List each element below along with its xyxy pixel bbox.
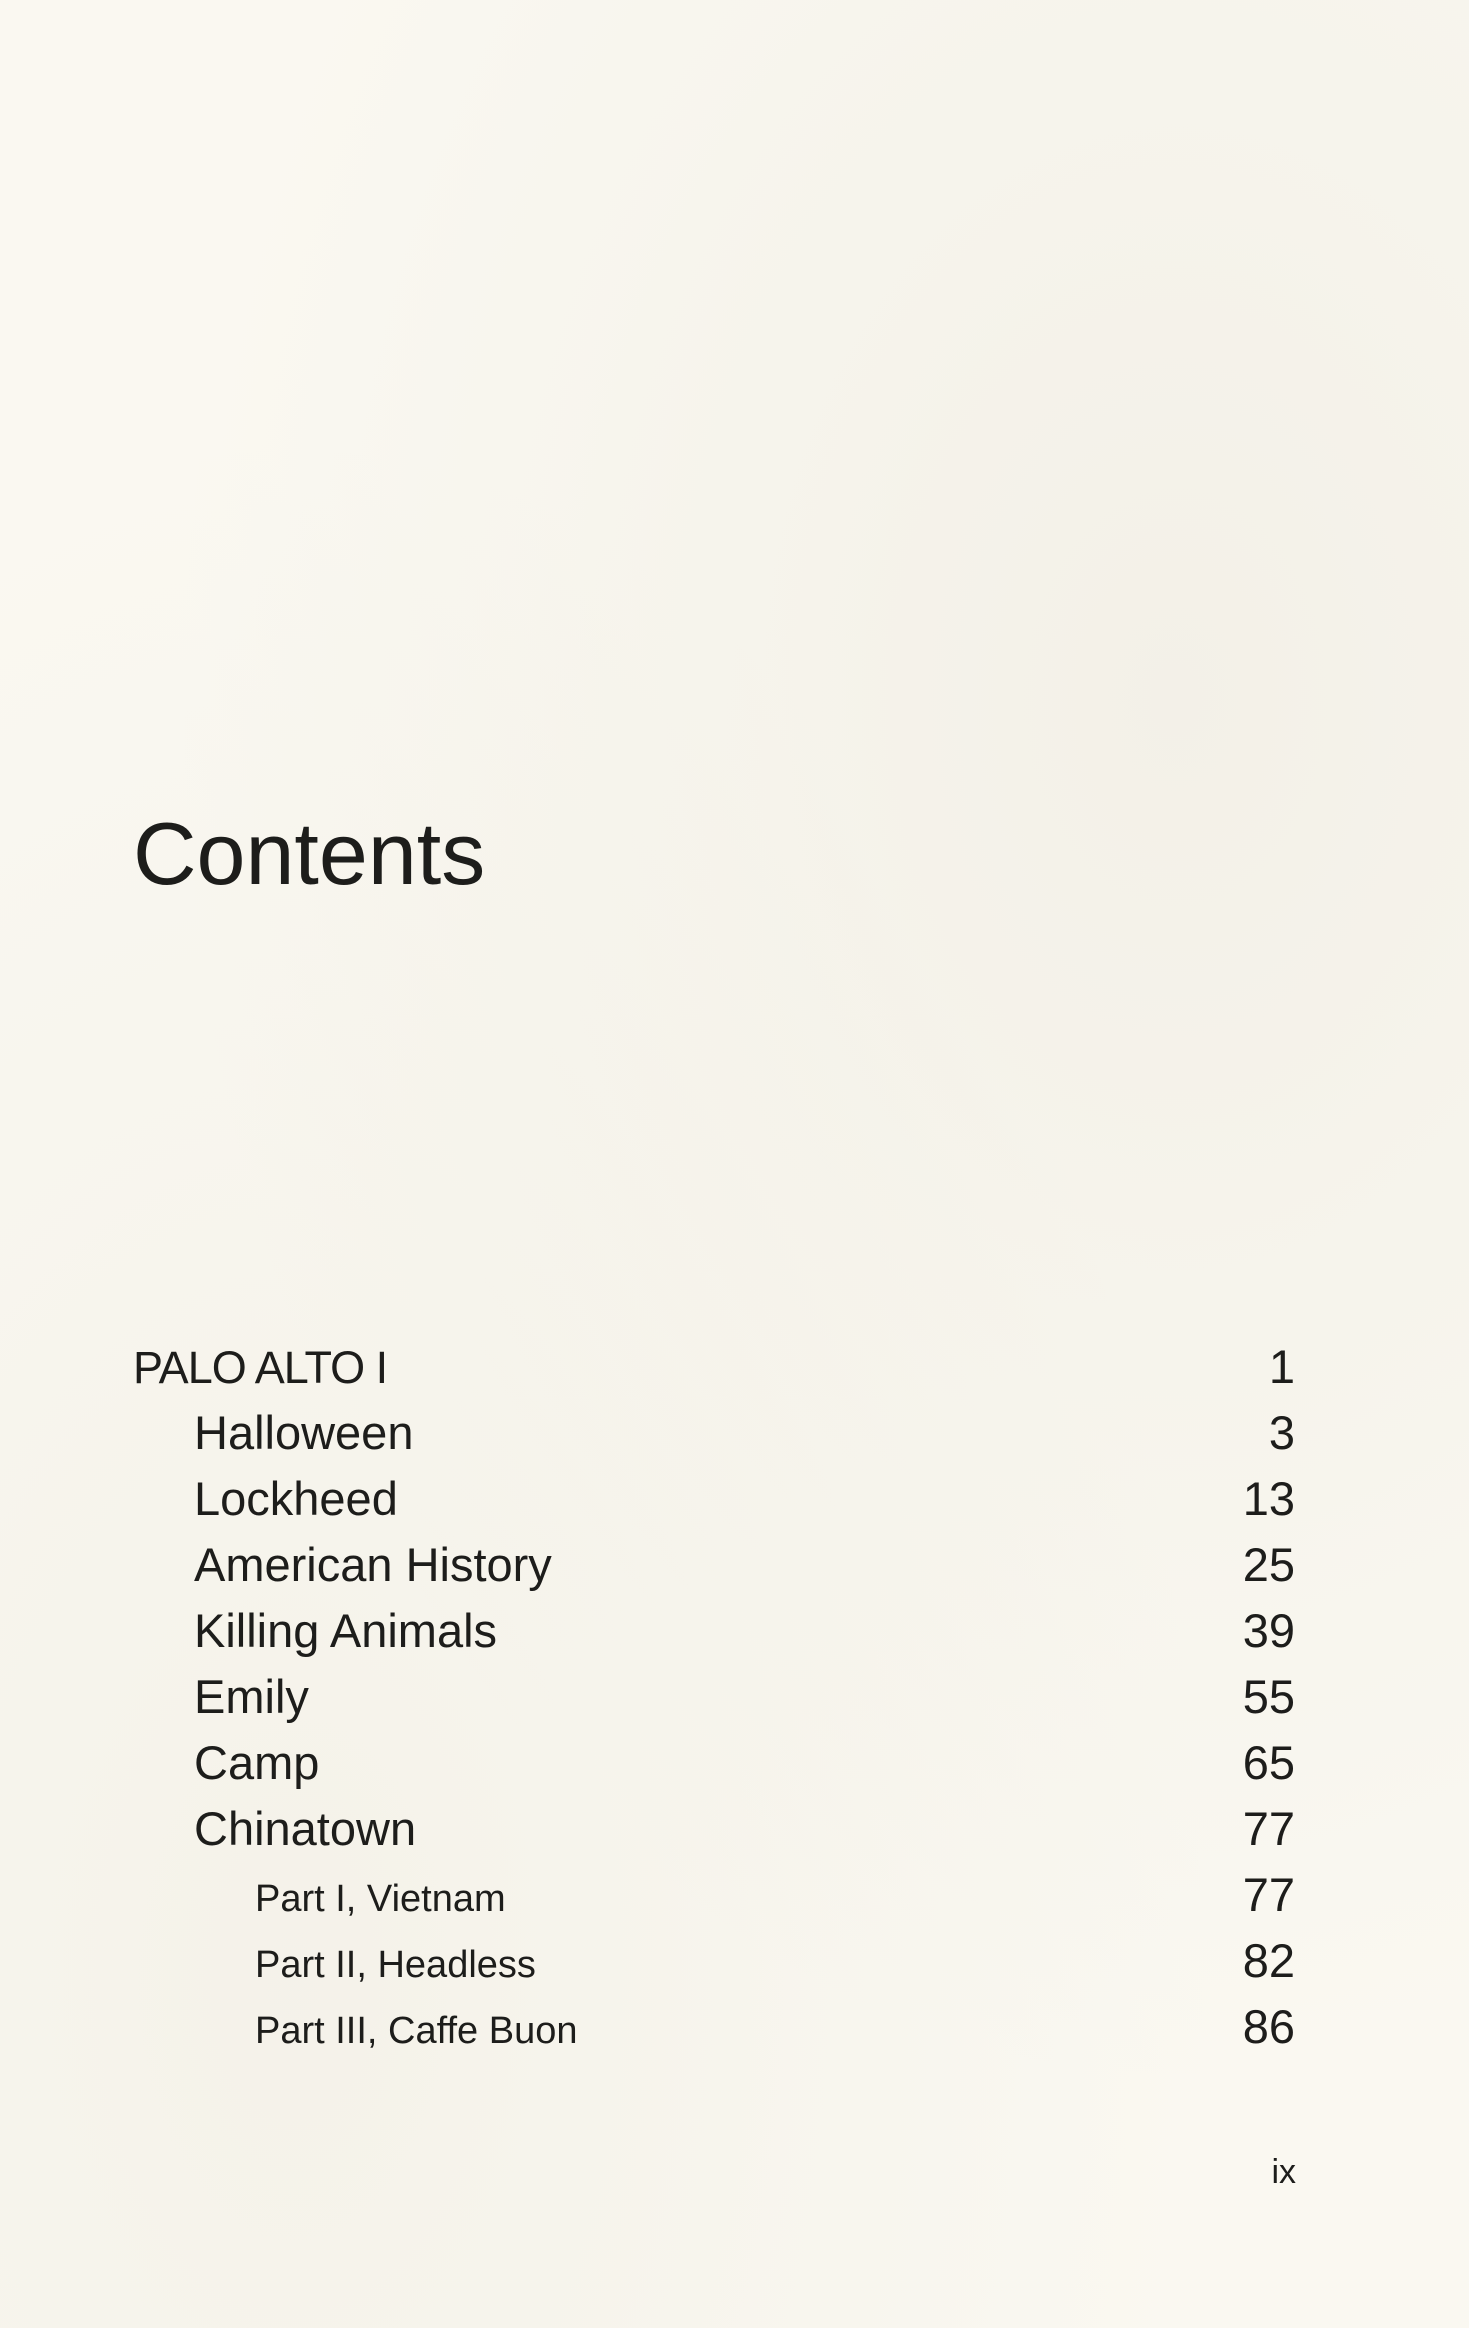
toc-entry-page-number: 3	[1268, 1406, 1295, 1459]
toc-entry-label: Part II, Headless	[255, 1944, 536, 1986]
toc-entry-page-number: 1	[1268, 1340, 1295, 1393]
toc-entry-label: Lockheed	[194, 1472, 398, 1525]
toc-entry-label: Camp	[194, 1736, 320, 1789]
toc-entry	[133, 1598, 1295, 1664]
toc-entry-label: American History	[194, 1538, 552, 1591]
toc-entry-page-number: 77	[1242, 1868, 1295, 1921]
table-of-contents	[133, 1334, 1295, 2060]
toc-entry-page-number: 55	[1242, 1670, 1295, 1723]
toc-entry-page-number: 25	[1242, 1538, 1295, 1591]
toc-entry-page-number: 77	[1242, 1802, 1295, 1855]
page-title: Contents	[133, 804, 486, 903]
toc-entry-label: Halloween	[194, 1406, 414, 1459]
toc-entry-label: PALO ALTO I	[133, 1342, 388, 1393]
toc-entry	[133, 1532, 1295, 1598]
toc-entry	[133, 1730, 1295, 1796]
toc-entry-label: Chinatown	[194, 1802, 417, 1855]
toc-entry	[133, 1664, 1295, 1730]
toc-entry	[133, 1928, 1295, 1994]
toc-entry-page-number: 65	[1242, 1736, 1295, 1789]
toc-entry-page-number: 82	[1242, 1934, 1295, 1987]
toc-entry	[133, 1334, 1295, 1400]
toc-entry	[133, 1796, 1295, 1862]
toc-entry-label: Killing Animals	[194, 1604, 498, 1657]
toc-entry-label: Emily	[194, 1670, 309, 1723]
toc-entry-page-number: 39	[1242, 1604, 1295, 1657]
toc-entry	[133, 1400, 1295, 1466]
toc-entry	[133, 1862, 1295, 1928]
toc-entry-label: Part I, Vietnam	[255, 1878, 506, 1920]
toc-entry	[133, 1994, 1295, 2060]
toc-entry-page-number: 13	[1242, 1472, 1295, 1525]
toc-entry-page-number: 86	[1242, 2000, 1295, 2053]
folio-page-number: ix	[1271, 2153, 1296, 2191]
toc-entry-label: Part III, Caffe Buon	[255, 2010, 578, 2052]
toc-entry	[133, 1466, 1295, 1532]
